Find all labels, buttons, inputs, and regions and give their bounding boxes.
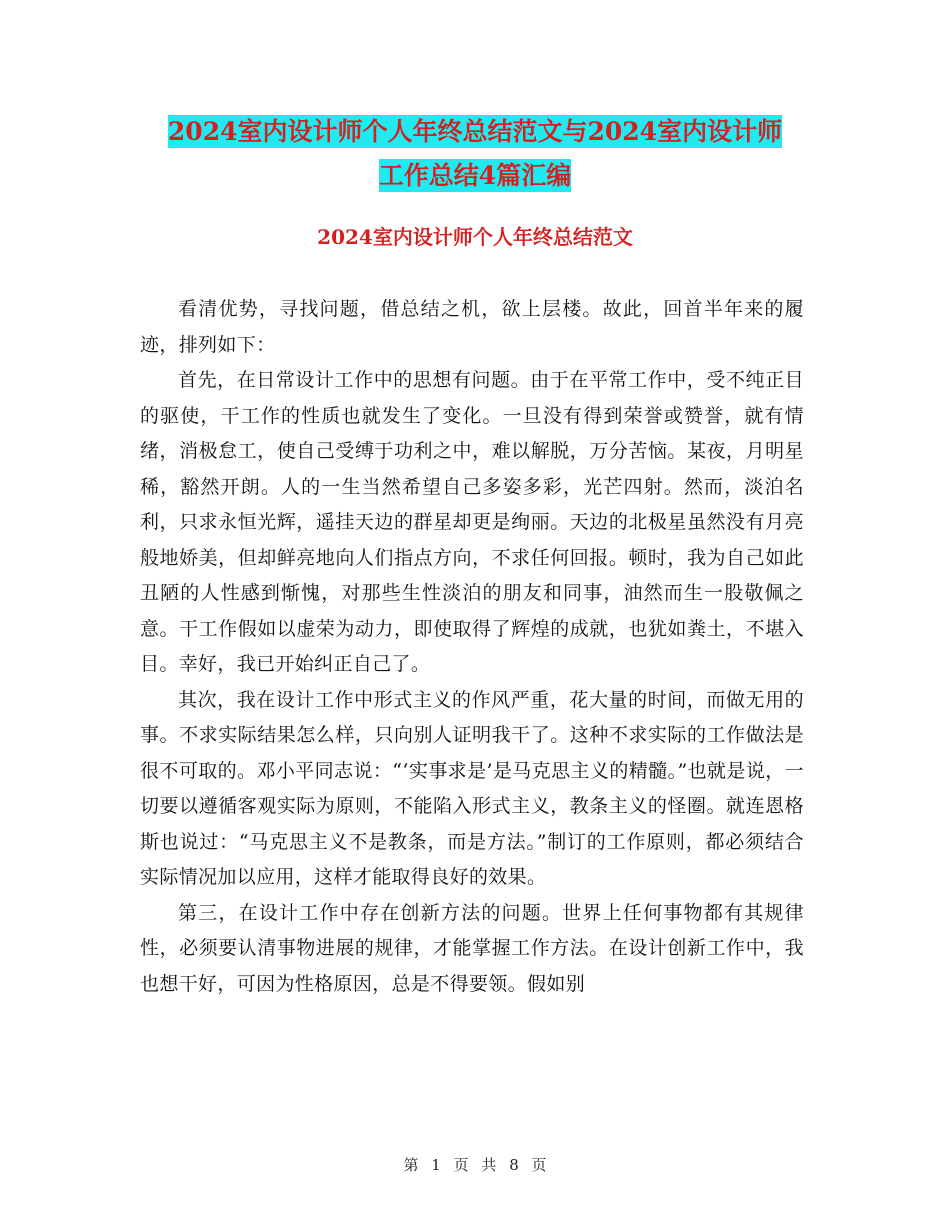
paragraph: 首先，在日常设计工作中的思想有问题。由于在平常工作中，受不纯正目的驱使，干工作的性质也就发生了变化。一旦没有得到荣誉或赞誉，就有情绪，消极怠工，使自己受缚于功利之中，难以解脱，万分苦恼。某夜，月明星稀，豁然开朗。人的一生当然希望自己多姿多彩，光芒四射。然而，淡泊名利，只求永恒光辉，遥挂天边的群星却更是绚丽。天边的北极星虽然没有月亮般地娇美，但却鲜亮地向人们指点方向，不求任何回报。顿时，我为自己如此丑陋的人性感到惭愧，对那些生性淡泊的朋友和同事，油然而生一股敬佩之意。干工作假如以虚荣为动力，即使取得了辉煌的成就，也犹如粪土，不堪入目。幸好，我已开始纠正自己了。 [140, 369, 804, 675]
section-title: 2024室内设计师个人年终总结范文 [317, 225, 633, 249]
footer-page-label: 第 [403, 1156, 419, 1174]
footer-page-number: 1 [431, 1156, 441, 1174]
footer-page-unit: 页 [453, 1156, 469, 1174]
paragraph: 看清优势，寻找问题，借总结之机，欲上层楼。故此，回首半年来的履迹，排列如下： [140, 298, 804, 356]
page-footer [0, 1154, 950, 1176]
footer-total-pages: 8 [509, 1156, 519, 1174]
document-title [0, 110, 950, 198]
document-body [140, 292, 804, 1002]
footer-total-unit: 页 [531, 1156, 547, 1174]
document-title-line-1: 2024室内设计师个人年终总结范文与2024室内设计师 [167, 117, 783, 146]
footer-total-label: 共 [481, 1156, 497, 1174]
document-title-line-2: 工作总结4篇汇编 [378, 161, 572, 190]
paragraph: 其次，我在设计工作中形式主义的作风严重，花大量的时间，而做无用的事。不求实际结果怎么样，只向别人证明我干了。这种不求实际的工作做法是很不可取的。邓小平同志说：“‘实事求是’是马克思主义的精髓。”也就是说，一切要以遵循客观实际为原则，不能陷入形式主义，教条主义的怪圈。就连恩格斯也说过：“马克思主义不是教条，而是方法。”制订的工作原则，都必须结合实际情况加以应用，这样才能取得良好的效果。 [140, 688, 804, 888]
paragraph: 第三，在设计工作中存在创新方法的问题。世界上任何事物都有其规律性，必须要认清事物进展的规律，才能掌握工作方法。在设计创新工作中，我也想干好，可因为性格原因，总是不得要领。假如别 [140, 901, 804, 995]
